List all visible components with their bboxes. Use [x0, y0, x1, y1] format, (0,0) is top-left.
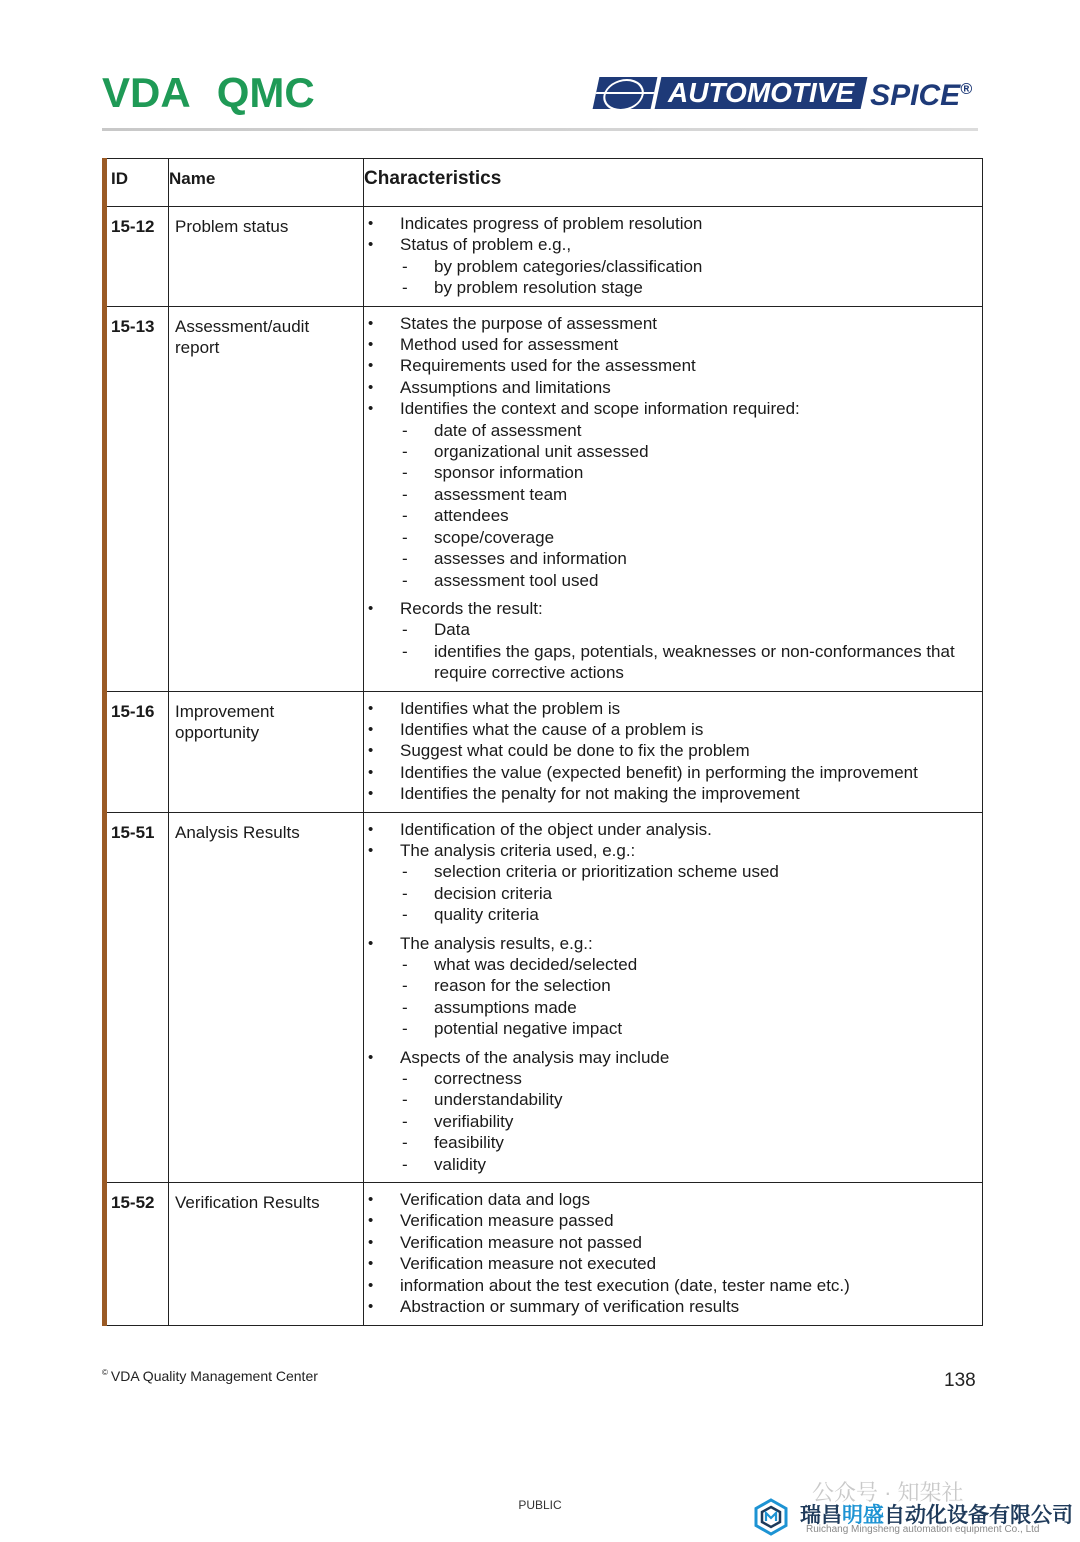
globe-icon [593, 77, 658, 109]
sub-list-item: - assumptions made [400, 997, 976, 1018]
classification-label: PUBLIC [518, 1498, 562, 1512]
vda-qmc-logo [102, 68, 315, 118]
row-characteristics [364, 306, 983, 691]
list-item-text: Indicates progress of problem resolution [400, 214, 703, 233]
row-characteristics [364, 691, 983, 812]
page-number: 138 [944, 1370, 976, 1391]
list-item [364, 1189, 976, 1210]
table-row [105, 207, 983, 307]
automotive-label: AUTOMOTIVE [655, 77, 868, 109]
table-row [105, 1183, 983, 1325]
characteristics-list [364, 1189, 976, 1317]
list-item-text: Verification measure not passed [400, 1232, 642, 1252]
company-logo-icon [752, 1498, 790, 1536]
sub-list [400, 861, 976, 925]
list-item-text: Status of problem e.g., [400, 235, 572, 255]
sub-list [400, 256, 976, 299]
list-item-text: Identification of the object under analysis. [400, 819, 712, 839]
list-item-text: Records the result: [400, 598, 543, 618]
characteristics-list [364, 213, 976, 299]
wechat-watermark: 公众号 · 知架社 [812, 1480, 964, 1505]
row-characteristics [364, 1183, 983, 1325]
list-item-text: Verification data and logs [400, 1190, 590, 1210]
list-item-text: Verification measure not executed [400, 1254, 657, 1274]
list-item-text: Identifies the context and scope information required: [400, 399, 800, 419]
sub-list-item: - verifiability [400, 1111, 976, 1132]
list-item-text: Identifies the penalty for not making the improvement [400, 784, 800, 804]
list-item [364, 598, 976, 684]
list-item [364, 355, 976, 376]
list-item [364, 334, 976, 355]
sub-list [400, 420, 976, 591]
sub-list-item: - validity [400, 1154, 976, 1175]
row-name: Assessment/audit report [169, 306, 364, 691]
list-item [364, 740, 976, 761]
characteristics-list [364, 698, 976, 805]
list-item [364, 933, 976, 1040]
list-item [364, 783, 976, 804]
table-row [105, 306, 983, 691]
sub-list-item: - understandability [400, 1089, 976, 1110]
row-name: Problem status [169, 207, 364, 307]
list-item-text: Identifies the value (expected benefit) in performing the improvement [400, 762, 918, 782]
list-item [364, 1253, 976, 1274]
row-id: 15-12 [105, 207, 169, 307]
list-item-text: Identifies what the cause of a problem is [400, 719, 704, 739]
list-item [364, 234, 976, 298]
list-item [364, 313, 976, 334]
characteristics-list [364, 313, 976, 684]
sub-list-item: - assesses and information [400, 548, 976, 569]
list-item [364, 1232, 976, 1253]
list-item [364, 840, 976, 926]
list-item [364, 398, 976, 591]
sub-list [400, 954, 976, 1040]
sub-list-item: - assessment team [400, 484, 976, 505]
list-item-text: The analysis results, e.g.: [400, 933, 593, 953]
sub-list [400, 1068, 976, 1175]
list-item [364, 213, 976, 234]
sub-list-item: - identifies the gaps, potentials, weaknesses or non-conformances that require corrective actions [400, 641, 976, 684]
sub-list-item: - reason for the selection [400, 975, 976, 996]
list-item-text: The analysis criteria used, e.g.: [400, 840, 636, 860]
sub-list-item: - decision criteria [400, 883, 976, 904]
characteristics-list [364, 819, 976, 1176]
sub-list-item: - what was decided/selected [400, 954, 976, 975]
company-name-english: Ruichang Mingsheng automation equipment Co., Ltd [806, 1524, 1040, 1535]
header-characteristics: Characteristics [364, 159, 983, 207]
vda-logo-text: VDA [102, 69, 191, 116]
list-item-text: Identifies what the problem is [400, 698, 621, 718]
sub-list-item: - date of assessment [400, 420, 976, 441]
list-item [364, 1047, 976, 1175]
sub-list-item: - potential negative impact [400, 1018, 976, 1039]
row-characteristics [364, 812, 983, 1183]
list-item [364, 1296, 976, 1317]
list-item [364, 698, 976, 719]
copyright-notice: © VDA Quality Management Center [102, 1368, 318, 1384]
row-id: 15-51 [105, 812, 169, 1183]
row-id: 15-52 [105, 1183, 169, 1325]
list-item-text: Aspects of the analysis may include [400, 1047, 670, 1067]
row-name: Verification Results [169, 1183, 364, 1325]
work-products-table [102, 158, 983, 1326]
row-id: 15-13 [105, 306, 169, 691]
row-id: 15-16 [105, 691, 169, 812]
sub-list-item: - selection criteria or prioritization scheme used [400, 861, 976, 882]
list-item-text: States the purpose of assessment [400, 313, 658, 333]
sub-list-item: - correctness [400, 1068, 976, 1089]
sub-list-item: - by problem resolution stage [400, 277, 976, 298]
header-divider [102, 128, 978, 131]
table-row [105, 691, 983, 812]
sub-list-item: - organizational unit assessed [400, 441, 976, 462]
sub-list-item: - sponsor information [400, 462, 976, 483]
sub-list-item: - assessment tool used [400, 570, 976, 591]
list-item-text: Verification measure passed [400, 1211, 614, 1231]
list-item [364, 762, 976, 783]
list-item-text: Abstraction or summary of verification results [400, 1297, 740, 1317]
list-item-text: Method used for assessment [400, 335, 619, 355]
sub-list-item: - Data [400, 619, 976, 640]
sub-list-item: - feasibility [400, 1132, 976, 1153]
qmc-logo-text: QMC [216, 69, 315, 116]
list-item-text: Requirements used for the assessment [400, 356, 696, 376]
spice-label: SPICE® [870, 79, 972, 112]
table-header-row [105, 159, 983, 207]
row-name: Analysis Results [169, 812, 364, 1183]
list-item-text: information about the test execution (date, tester name etc.) [400, 1275, 850, 1295]
list-item [364, 1275, 976, 1296]
sub-list-item: - quality criteria [400, 904, 976, 925]
list-item [364, 819, 976, 840]
row-name: Improvement opportunity [169, 691, 364, 812]
list-item-text: Assumptions and limitations [400, 377, 611, 397]
sub-list [400, 619, 976, 683]
row-characteristics [364, 207, 983, 307]
list-item-text: Suggest what could be done to fix the problem [400, 741, 750, 761]
sub-list-item: - attendees [400, 505, 976, 526]
list-item [364, 719, 976, 740]
sub-list-item: - scope/coverage [400, 527, 976, 548]
header-name: Name [169, 159, 364, 207]
header-id: ID [105, 159, 169, 207]
automotive-spice-logo [596, 76, 978, 110]
list-item [364, 377, 976, 398]
sub-list-item: - by problem categories/classification [400, 256, 976, 277]
table-row [105, 812, 983, 1183]
company-name: 瑞昌明盛自动化设备有限公司 [800, 1504, 1073, 1527]
list-item [364, 1210, 976, 1231]
